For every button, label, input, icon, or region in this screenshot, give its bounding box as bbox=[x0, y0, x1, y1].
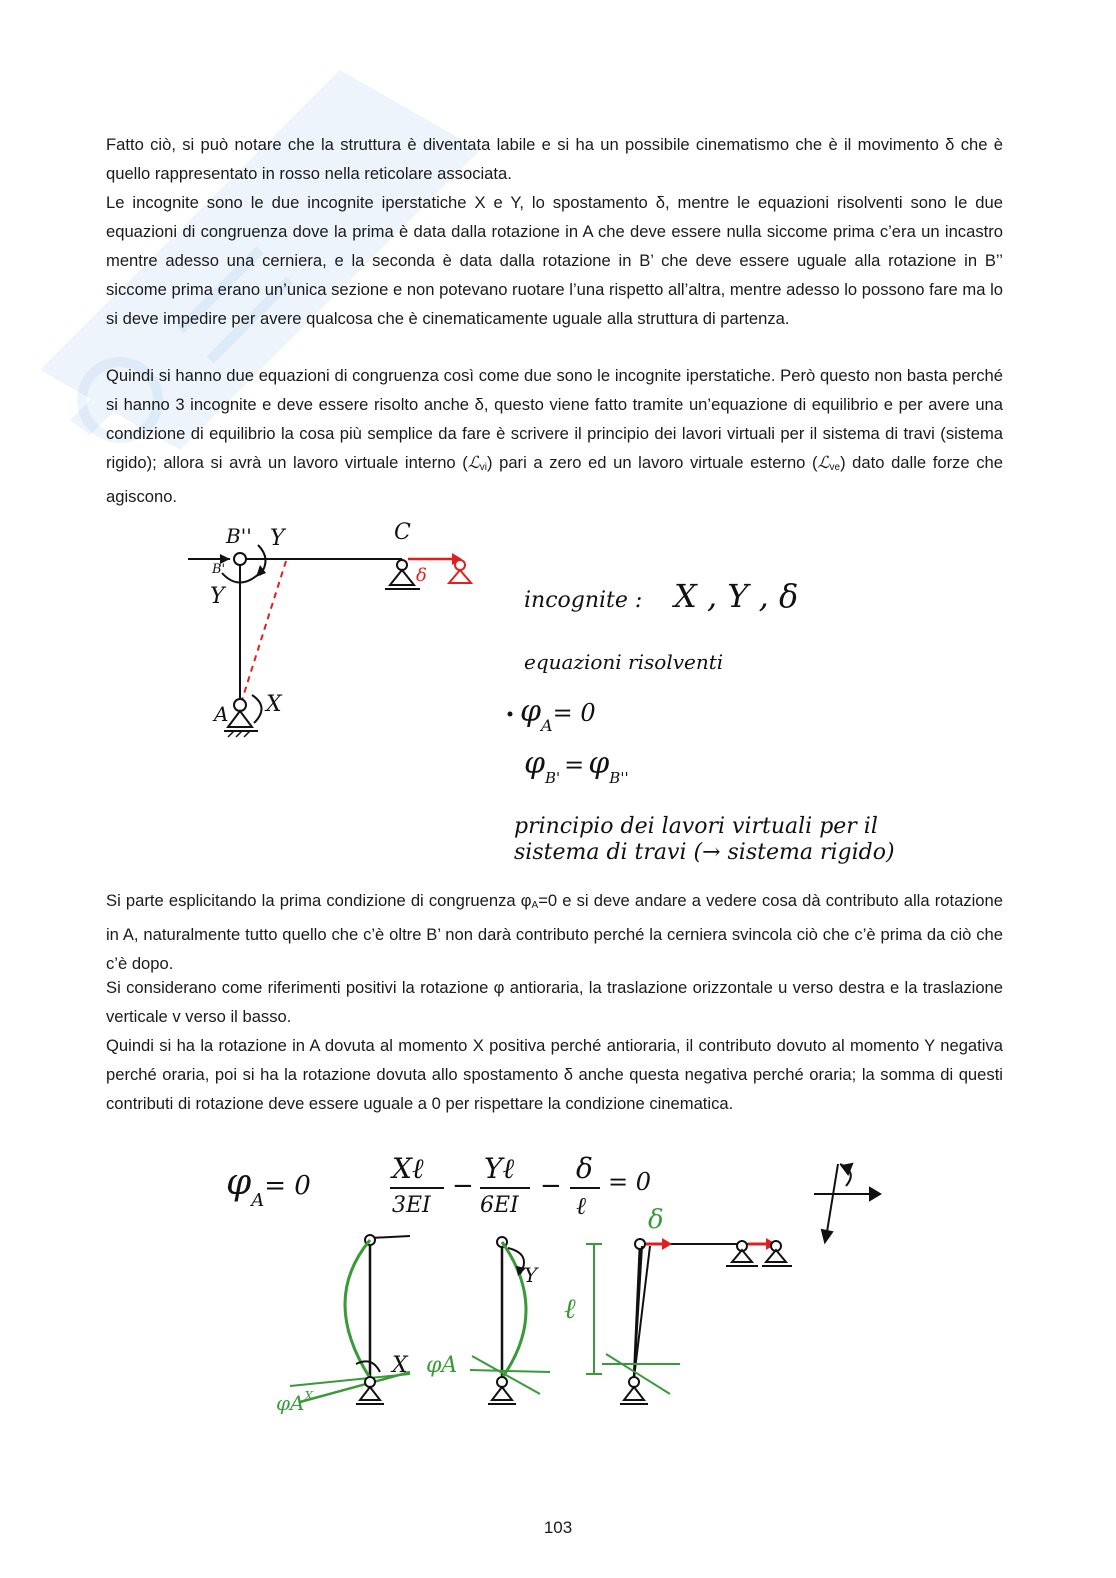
minus-1: − bbox=[452, 1171, 474, 1201]
label-B-single: B' bbox=[212, 562, 226, 577]
sketch3-label-delta: δ bbox=[648, 1205, 664, 1235]
hinge-A bbox=[234, 699, 246, 711]
paragraph-1: Fatto ciò, si può notare che la struttura è diventata labile e si ha un possibile cinematismo che è il movimento δ che è quello rappresentato in rosso nella reticolare associata. bbox=[106, 135, 1003, 183]
figure-rotation-contributions bbox=[210, 1150, 910, 1420]
p3-text-b: ) pari a zero ed un lavoro virtuale esterno ( bbox=[486, 452, 818, 472]
equations-label: equazioni risolventi bbox=[524, 650, 724, 674]
support-C bbox=[390, 570, 414, 585]
frac1-numerator: Xℓ bbox=[392, 1152, 424, 1185]
reference-axes-icon bbox=[814, 1164, 880, 1242]
p4-text-a: Si parte esplicitando la prima condizione di congruenza φ bbox=[106, 891, 532, 910]
unknowns-label: incognite : bbox=[524, 588, 643, 613]
label-B-double: B'' bbox=[226, 524, 252, 548]
label-X: X bbox=[266, 692, 282, 717]
label-C: C bbox=[394, 520, 411, 545]
page-number: 103 bbox=[543, 1518, 573, 1537]
label-delta-red: δ bbox=[416, 565, 427, 586]
equals-zero: = 0 bbox=[608, 1168, 652, 1196]
paragraph-5: Si considerano come riferimenti positivi la rotazione φ antioraria, la traslazione orizzontale u verso destra e la traslazione verticale v verso il basso. bbox=[106, 978, 1003, 1026]
frac2-denominator: 6EI bbox=[480, 1193, 519, 1218]
minus-2: − bbox=[540, 1171, 562, 1201]
p3-text-a: Quindi si hanno due equazioni di congruenza così come due sono le incognite iperstatiche. Però questo non basta perché si hanno 3 incognite e deve essere risolto anche δ, questo viene fatto tramite un’equazione di equilibrio e per avere una condizione di equilibrio la cosa più semplice da fare è scrivere il principio dei lavori virtuali per il sistema di travi (sistema rigido); allora si avrà un lavoro virtuale interno ( bbox=[106, 366, 1003, 472]
p3-text-c: ) dato dalle forze che agiscono. bbox=[106, 452, 1003, 506]
condition-phiA: $\varphi_A^{= 0}$ bbox=[226, 1162, 311, 1211]
external-work-symbol: ℒ bbox=[817, 452, 830, 472]
equation-1: $\varphi_A^{= 0}$ bbox=[520, 694, 596, 735]
paragraph-3 bbox=[106, 362, 1003, 512]
sketch3-label-length: ℓ bbox=[564, 1292, 576, 1325]
deformed-mechanism-line bbox=[242, 561, 286, 700]
principle-line-2: sistema di travi (→ sistema rigido) bbox=[514, 840, 895, 865]
label-Y-top: Y bbox=[270, 526, 285, 551]
frac3-numerator: δ bbox=[576, 1152, 593, 1185]
frac2-numerator: Yℓ bbox=[484, 1152, 515, 1185]
p4-subscript: A bbox=[531, 900, 539, 911]
p4-text-b: =0 e si deve andare a vedere cosa dà contributo alla rotazione in A, naturalmente tutto quello che c’è oltre B’ non darà contributo perché la cerniera svincola ciò che c’è prima da ciò che c’è dopo. bbox=[106, 891, 1003, 973]
internal-work-symbol: ℒ bbox=[467, 452, 480, 472]
unknowns-list: X , Y , δ bbox=[674, 577, 799, 615]
sketch1-label-phiA: $\varphi A^X$ bbox=[276, 1389, 313, 1415]
paragraph-4 bbox=[106, 887, 1003, 979]
figure-frame-scheme bbox=[180, 515, 940, 875]
principle-line-1: principio dei lavori virtuali per il bbox=[514, 814, 878, 839]
sketch1-label-X: X bbox=[392, 1353, 408, 1378]
frac3-denominator: ℓ bbox=[576, 1192, 586, 1220]
label-A: A bbox=[214, 702, 229, 726]
internal-work-subscript: vi bbox=[479, 461, 487, 473]
paragraph-6: Quindi si ha la rotazione in A dovuta al momento X positiva perché antioraria, il contributo dovuto al momento Y negativa perché oraria, poi si ha la rotazione dovuta allo spostamento δ anche questa negativa perché oraria; la somma di questi contributi di rotazione deve essere uguale a 0 per rispettare la condizione cinematica. bbox=[106, 1036, 1003, 1113]
external-work-subscript: ve bbox=[829, 461, 841, 473]
frac1-denominator: 3EI bbox=[392, 1193, 431, 1218]
hinge-B bbox=[234, 553, 246, 565]
moment-Y-icon bbox=[222, 571, 262, 583]
deformed-shape-X bbox=[345, 1240, 370, 1378]
paragraph-2: Le incognite sono le due incognite iperstatiche X e Y, lo spostamento δ, mentre le equazioni risolventi sono le due equazioni di congruenza dove la prima è data dalla rotazione in A che deve essere nulla siccome prima c’era un incastro mentre adesso una cerniera, e la seconda è data dalla rotazione in B’ che deve essere uguale alla rotazione in B’’ siccome prima erano un’unica sezione e non potevano ruotare l’una rispetto all’altra, mentre adesso lo possono fare ma lo si deve impedire per avere qualcosa che è cinematicamente uguale alla struttura di partenza. bbox=[106, 193, 1003, 328]
equation-2: $\varphi_{B'}$ = $\varphi_{B''}$ bbox=[524, 746, 629, 787]
deformed-shape-Y bbox=[502, 1242, 526, 1378]
sketch2-label-Y: Y bbox=[524, 1263, 538, 1287]
moment-X-icon bbox=[252, 695, 262, 723]
sketch2-label-phiA: φA bbox=[426, 1353, 458, 1378]
support-A bbox=[228, 711, 252, 727]
label-Y-left: Y bbox=[210, 584, 225, 609]
